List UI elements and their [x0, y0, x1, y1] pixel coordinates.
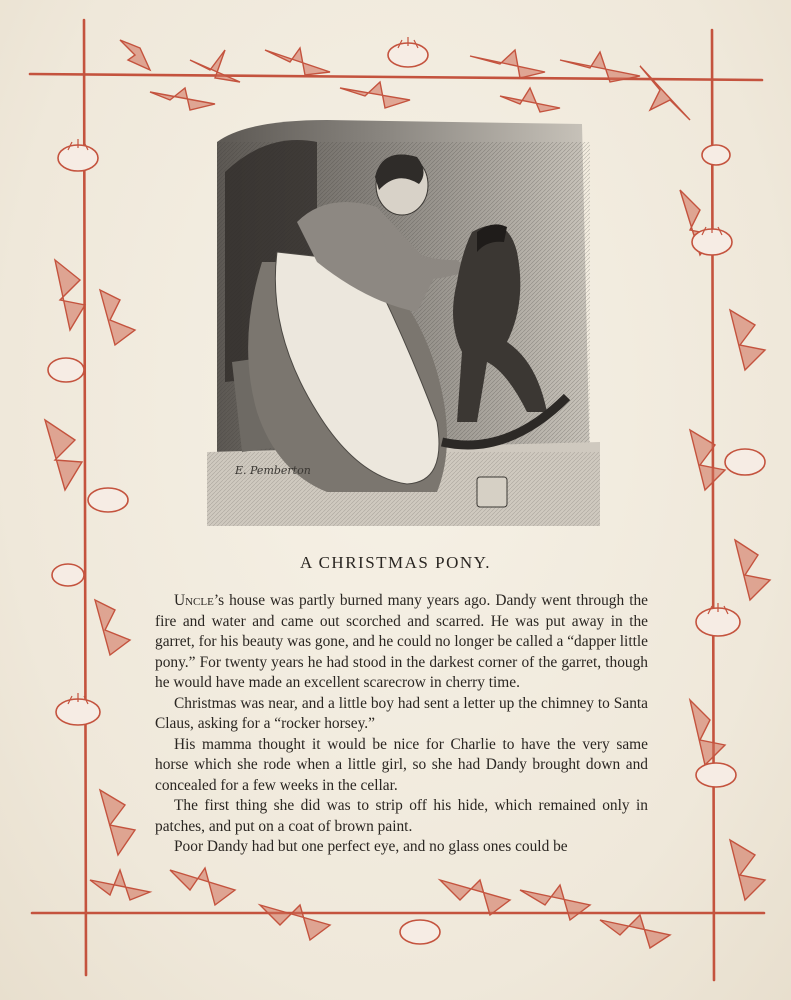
paragraph: Christmas was near, and a little boy had sent a letter up the chimney to Santa Claus, asking for a “rocker horsey.” — [155, 694, 648, 732]
page-title: A CHRISTMAS PONY. — [300, 553, 491, 572]
paragraph-text: ’s house was partly burned many years ago. Dandy went through the fire and water and came out scorched and scarred. He was put away in the garret, for his beauty was gone, and he could no longer be called a “dapper little pony.” For twenty years he had stood in the darkest corner of the garret, though he would have made an excellent scarecrow in cherry time. — [155, 592, 648, 691]
woman-painting-rocking-horse-icon — [207, 112, 600, 526]
story-text — [155, 591, 648, 858]
artist-signature: E. Pemberton — [235, 464, 311, 477]
paragraph: Poor Dandy had but one perfect eye, and no glass ones could be — [174, 838, 568, 855]
paragraph-lead-smallcaps: Uncle — [174, 592, 214, 609]
illustration — [207, 112, 600, 526]
paragraph — [155, 591, 648, 694]
paragraph: The first thing she did was to strip off his hide, which remained only in patches, and put on a coat of brown paint. — [155, 797, 648, 835]
paragraph: His mamma thought it would be nice for Charlie to have the very same horse which she rode when a little girl, so she had Dandy brought down and concealed for a few weeks in the cellar. — [155, 735, 648, 794]
